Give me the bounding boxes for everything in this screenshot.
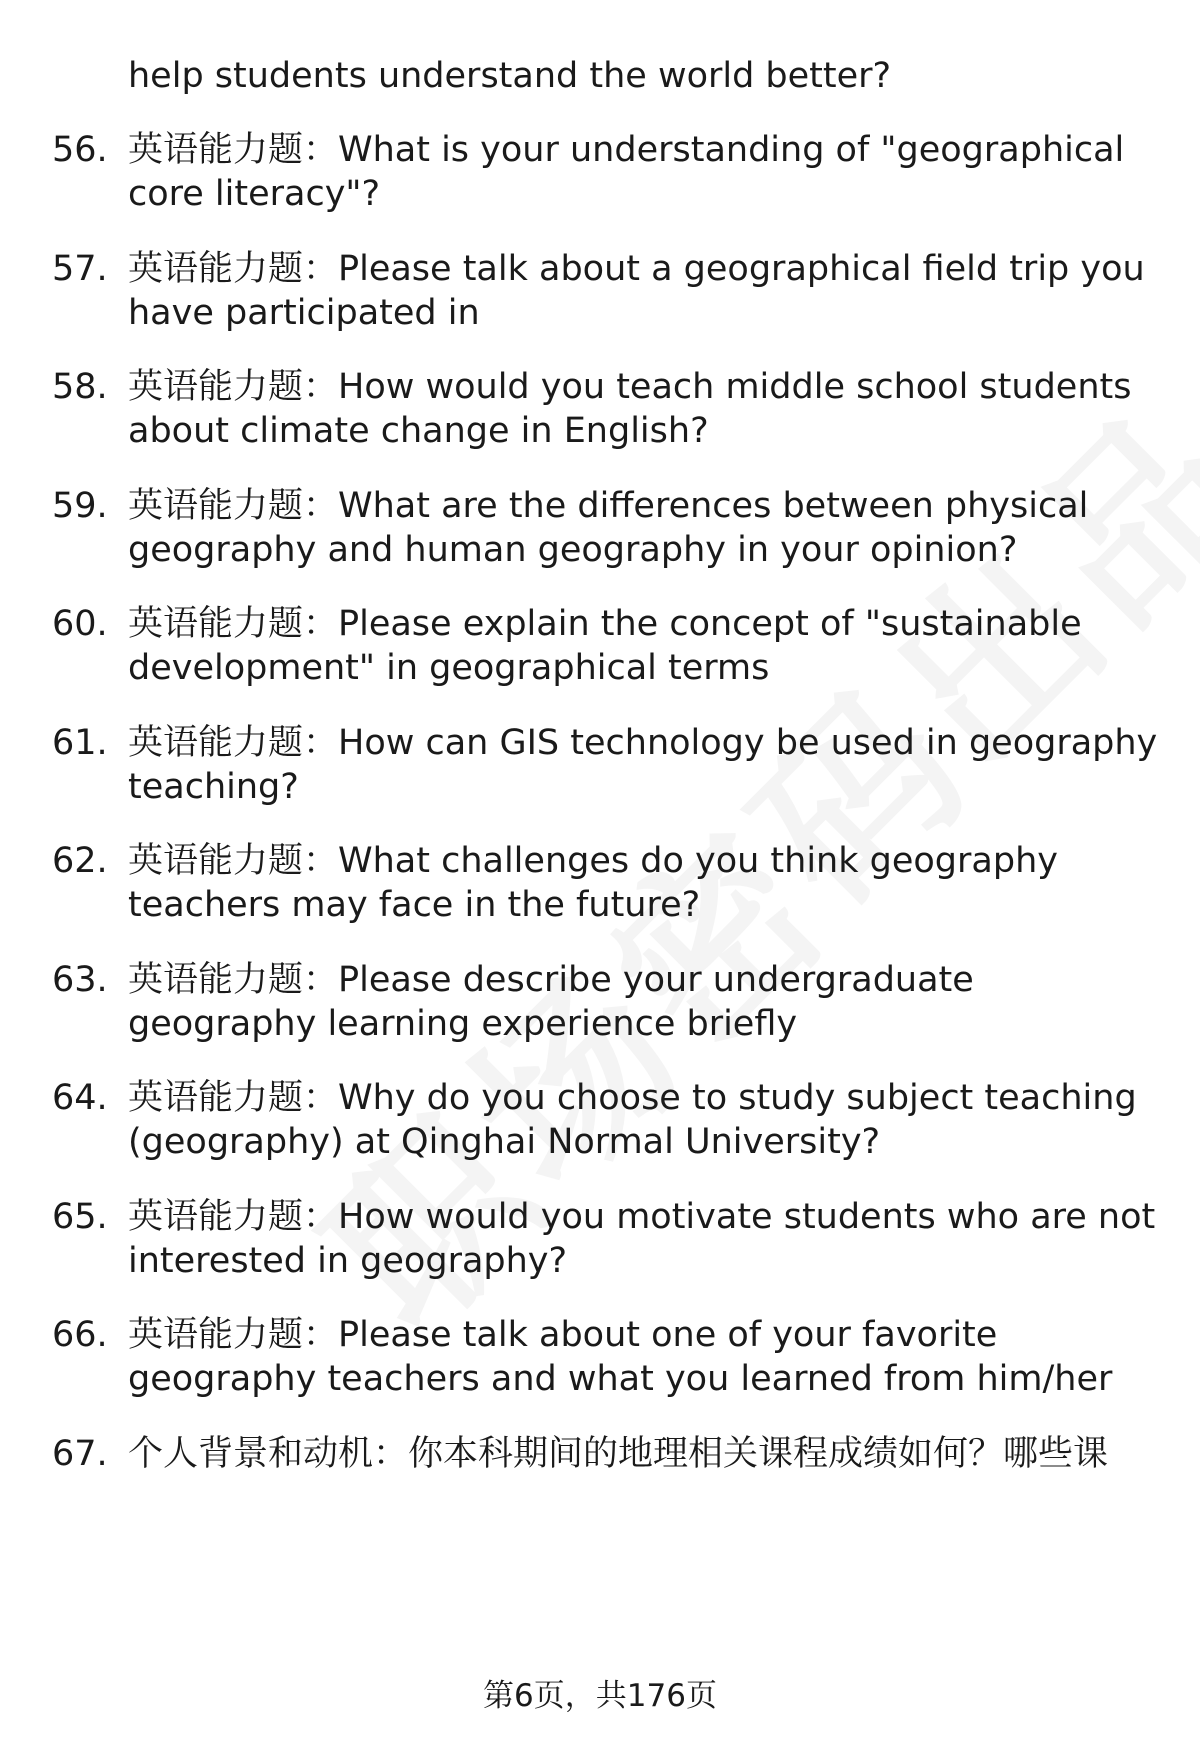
question-text: geography teachers and what you learned from him/her <box>128 1359 1113 1399</box>
continuation-text: help students understand the world better? <box>128 56 892 96</box>
question-text: core literacy"? <box>128 174 381 214</box>
question-text: 英语能力题：How would you motivate students who are not <box>128 1197 1156 1237</box>
question-number: 56. <box>52 130 108 170</box>
question-text: geography learning experience briefly <box>128 1004 798 1044</box>
question-text: 英语能力题：Please describe your undergraduate <box>128 960 974 1000</box>
question-number: 63. <box>52 960 108 1000</box>
question-text: 英语能力题：Why do you choose to study subject teaching <box>128 1078 1137 1118</box>
question-number: 65. <box>52 1197 108 1237</box>
question-text: geography and human geography in your opinion? <box>128 530 1018 570</box>
question-number: 62. <box>52 841 108 881</box>
question-number: 60. <box>52 604 108 644</box>
question-text: teachers may face in the future? <box>128 885 701 925</box>
question-text: teaching? <box>128 767 299 807</box>
question-number: 64. <box>52 1078 108 1118</box>
question-number: 59. <box>52 486 108 526</box>
question-number: 58. <box>52 367 108 407</box>
question-number: 67. <box>52 1434 108 1474</box>
question-number: 61. <box>52 723 108 763</box>
question-text: have participated in <box>128 293 480 333</box>
question-text: 英语能力题：Please explain the concept of "sustainable <box>128 604 1082 644</box>
question-text: development" in geographical terms <box>128 648 770 688</box>
question-text: (geography) at Qinghai Normal University? <box>128 1122 881 1162</box>
question-text: 英语能力题：Please talk about one of your favorite <box>128 1315 998 1355</box>
question-text: 个人背景和动机：你本科期间的地理相关课程成绩如何？哪些课 <box>128 1434 1109 1474</box>
question-text: 英语能力题：Please talk about a geographical field trip you <box>128 249 1145 289</box>
question-text: interested in geography? <box>128 1241 568 1281</box>
question-text: 英语能力题：What challenges do you think geography <box>128 841 1058 881</box>
page-footer: 第6页，共176页 <box>483 1678 717 1714</box>
question-number: 66. <box>52 1315 108 1355</box>
question-text: about climate change in English? <box>128 411 709 451</box>
question-number: 57. <box>52 249 108 289</box>
question-text: 英语能力题：What are the differences between physical <box>128 486 1089 526</box>
question-text: 英语能力题：How can GIS technology be used in geography <box>128 723 1158 763</box>
question-text: 英语能力题：How would you teach middle school students <box>128 367 1132 407</box>
question-text: 英语能力题：What is your understanding of "geographical <box>128 130 1125 170</box>
